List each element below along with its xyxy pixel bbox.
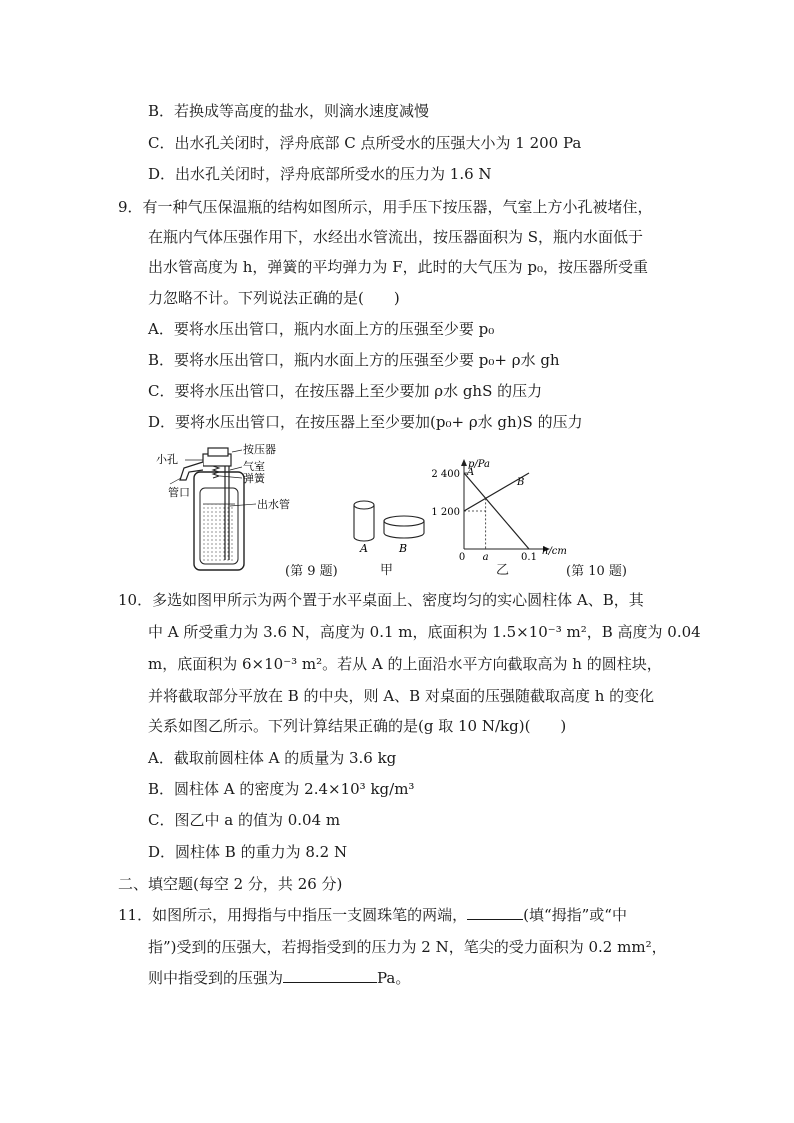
q11-line2: 指”)受到的压强大，若拇指受到的压力为 2 N，笔尖的受力面积为 0.2 mm²， xyxy=(148,938,667,956)
label-hole: 小孔 xyxy=(156,453,178,466)
fig10-yi-caption: 乙 xyxy=(496,563,510,578)
q10-stem-line4: 并将截取部分平放在 B 的中央，则 A、B 对桌面的压强随截取高度 h 的变化 xyxy=(148,687,655,705)
q9-option-a: A．要将水压出管口，瓶内水面上方的压强至少要 p₀ xyxy=(148,320,495,338)
label-air-chamber: 气室 xyxy=(243,460,265,473)
x-tick-a: a xyxy=(482,552,489,561)
q10-stem-line1: 10．多选如图甲所示为两个置于水平桌面上、密度均匀的实心圆柱体 A、B，其 xyxy=(118,591,644,609)
q8-option-b: B．若换成等高度的盐水，则滴水速度减慢 xyxy=(148,102,430,120)
label-press: 按压器 xyxy=(243,443,276,456)
q9-stem-line4: 力忽略不计。下列说法正确的是( ) xyxy=(148,289,400,307)
q10-option-a: A．截取前圆柱体 A 的质量为 3.6 kg xyxy=(148,749,397,767)
q10-option-c: C．图乙中 a 的值为 0.04 m xyxy=(148,811,341,829)
cylinder-b-label: B xyxy=(399,542,408,555)
label-outlet: 管口 xyxy=(168,486,190,499)
q10-stem-line2: 中 A 所受重力为 3.6 N，高度为 0.1 m，底面积为 1.5×10⁻³ m²，B 高度为 0.04 xyxy=(148,623,701,641)
answer-blank-1[interactable] xyxy=(467,905,523,920)
q11-line1 xyxy=(118,905,627,925)
q8-option-d: D．出水孔关闭时，浮舟底部所受水的压力为 1.6 N xyxy=(148,165,492,183)
y-tick-2400: 2 400 xyxy=(431,469,460,480)
q10-stem-line3: m，底面积为 6×10⁻³ m²。若从 A 的上面沿水平方向截取高为 h 的圆柱块， xyxy=(148,655,662,673)
thermos-diagram xyxy=(150,442,300,580)
label-pipe: 出水管 xyxy=(257,498,290,511)
q8-option-c: C．出水孔关闭时，浮舟底部 C 点所受水的压强大小为 1 200 Pa xyxy=(148,134,582,152)
q10-option-d: D．圆柱体 B 的重力为 8.2 N xyxy=(148,843,348,861)
cylinders-diagram xyxy=(350,495,430,557)
q10-stem-line5: 关系如图乙所示。下列计算结果正确的是(g 取 10 N/kg)( ) xyxy=(148,717,567,735)
q9-stem-line1: 9．有一种气压保温瓶的结构如图所示，用手压下按压器，气室上方小孔被堵住， xyxy=(118,198,653,216)
q9-option-d: D．要将水压出管口，在按压器上至少要加(p₀+ ρ水 gh)S 的压力 xyxy=(148,413,583,431)
q9-option-b: B．要将水压出管口，瓶内水面上方的压强至少要 p₀+ ρ水 gh xyxy=(148,351,560,369)
q11-line3 xyxy=(148,968,410,988)
section-heading: 二、填空题(每空 2 分，共 26 分) xyxy=(118,875,343,893)
cylinder-a-label: A xyxy=(360,542,368,555)
line-a-label: A xyxy=(467,467,475,478)
line-b-label: B xyxy=(517,477,525,488)
label-spring: 弹簧 xyxy=(243,472,265,485)
fig10-jia-caption: 甲 xyxy=(380,563,394,578)
fig10-caption: (第 10 题) xyxy=(566,564,627,579)
y-axis-label: p/Pa xyxy=(468,459,491,470)
x-tick-0: 0 xyxy=(458,552,466,561)
q9-stem-line2: 在瓶内气体压强作用下，水经出水管流出，按压器面积为 S，瓶内水面低于 xyxy=(148,228,644,246)
q10-option-b: B．圆柱体 A 的密度为 2.4×10³ kg/m³ xyxy=(148,780,415,798)
y-tick-1200: 1 200 xyxy=(431,507,460,518)
q11-line3-prefix: 则中指受到的压强为 xyxy=(148,969,284,987)
fig9-caption: (第 9 题) xyxy=(285,564,338,579)
q9-option-c: C．要将水压出管口，在按压器上至少要加 ρ水 ghS 的压力 xyxy=(148,382,543,400)
x-axis-label: h/cm xyxy=(542,546,567,557)
x-tick-0-1: 0.1 xyxy=(521,552,537,561)
q9-stem-line3: 出水管高度为 h，弹簧的平均弹力为 F，此时的大气压为 p₀，按压器所受重 xyxy=(148,258,648,276)
q11-line1-suffix: (填“拇指”或“中 xyxy=(523,906,627,924)
q11-line1-prefix: 11．如图所示，用拇指与中指压一支圆珠笔的两端， xyxy=(118,906,468,924)
answer-blank-2[interactable] xyxy=(283,968,377,983)
pressure-height-graph xyxy=(428,455,574,561)
q11-line3-suffix: Pa。 xyxy=(377,969,411,987)
